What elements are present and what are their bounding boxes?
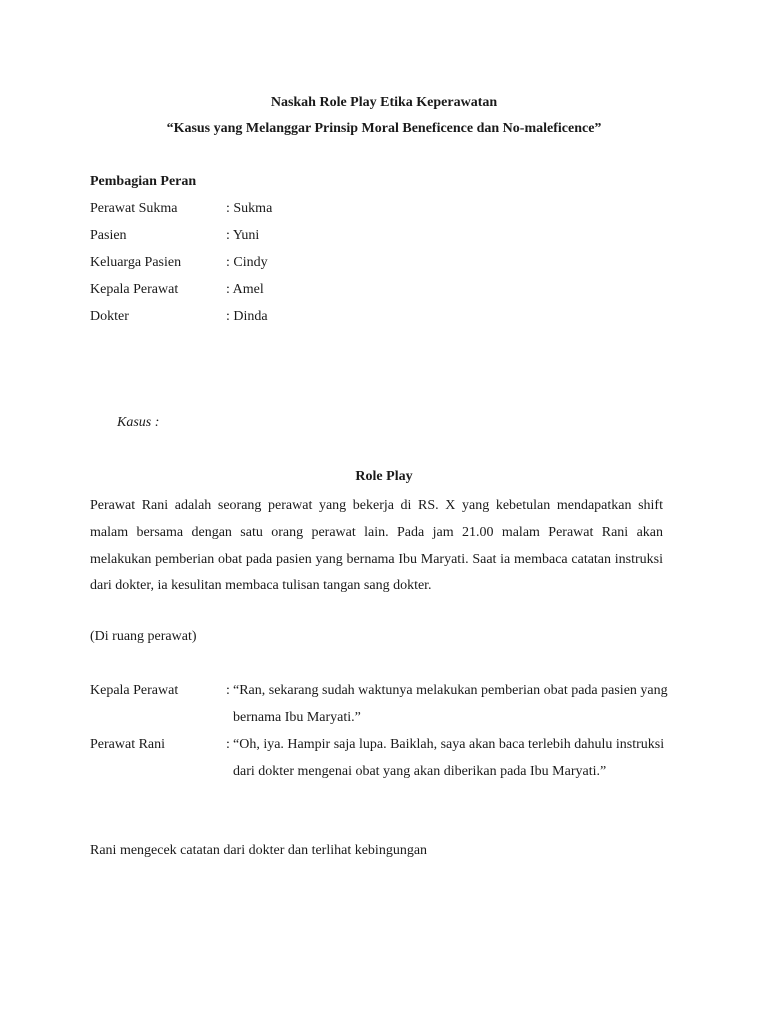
narration-line: Rani mengecek catatan dari dokter dan terlihat kebingungan <box>90 843 428 858</box>
roleplay-heading: Role Play <box>355 469 413 484</box>
role-row <box>90 228 490 248</box>
intro-paragraph: Perawat Rani adalah seorang perawat yang bekerja di RS. X yang kebetulan mendapatkan shift malam bersama dengan satu orang perawat lain. Pada jam 21.00 malam Perawat Rani akan melakukan pemberian obat pada pasien yang bernama Ibu Maryati. Saat ia membaca catatan instruksi dari dokter, ia kesulitan membaca tulisan tangan sang dokter. <box>90 498 663 594</box>
role-name: Dokter <box>90 309 129 324</box>
role-name: Kepala Perawat <box>90 282 179 297</box>
dialogue-text: “Ran, sekarang sudah waktunya melakukan pemberian obat pada pasien yang bernama Ibu Maryati.” <box>233 683 668 725</box>
document-subtitle: “Kasus yang Melanggar Prinsip Moral Beneficence dan No-maleficence” <box>166 121 602 136</box>
role-name: Perawat Sukma <box>90 201 178 216</box>
document-title: Naskah Role Play Etika Keperawatan <box>270 95 498 110</box>
role-name: Keluarga Pasien <box>90 255 182 270</box>
role-row <box>90 201 490 221</box>
role-actor: : Cindy <box>226 255 268 270</box>
role-name: Pasien <box>90 228 127 243</box>
role-actor: : Yuni <box>226 228 260 243</box>
role-row <box>90 309 490 329</box>
dialogue-text: “Oh, iya. Hampir saja lupa. Baiklah, saya akan baca terlebih dahulu instruksi dari dokter mengenai obat yang akan diberikan pada Ibu Maryati.” <box>233 737 665 779</box>
dialogue-colon: : <box>226 683 230 698</box>
roles-heading: Pembagian Peran <box>90 174 197 189</box>
kasus-label: Kasus : <box>117 415 160 430</box>
role-row <box>90 255 490 275</box>
role-actor: : Sukma <box>226 201 273 216</box>
scene-direction: (Di ruang perawat) <box>90 629 197 644</box>
role-actor: : Dinda <box>226 309 268 324</box>
dialogue-colon: : <box>226 737 230 752</box>
dialogue-speaker: Kepala Perawat <box>90 683 179 698</box>
dialogue-speaker: Perawat Rani <box>90 737 166 752</box>
role-actor: : Amel <box>226 282 264 297</box>
role-row <box>90 282 490 302</box>
